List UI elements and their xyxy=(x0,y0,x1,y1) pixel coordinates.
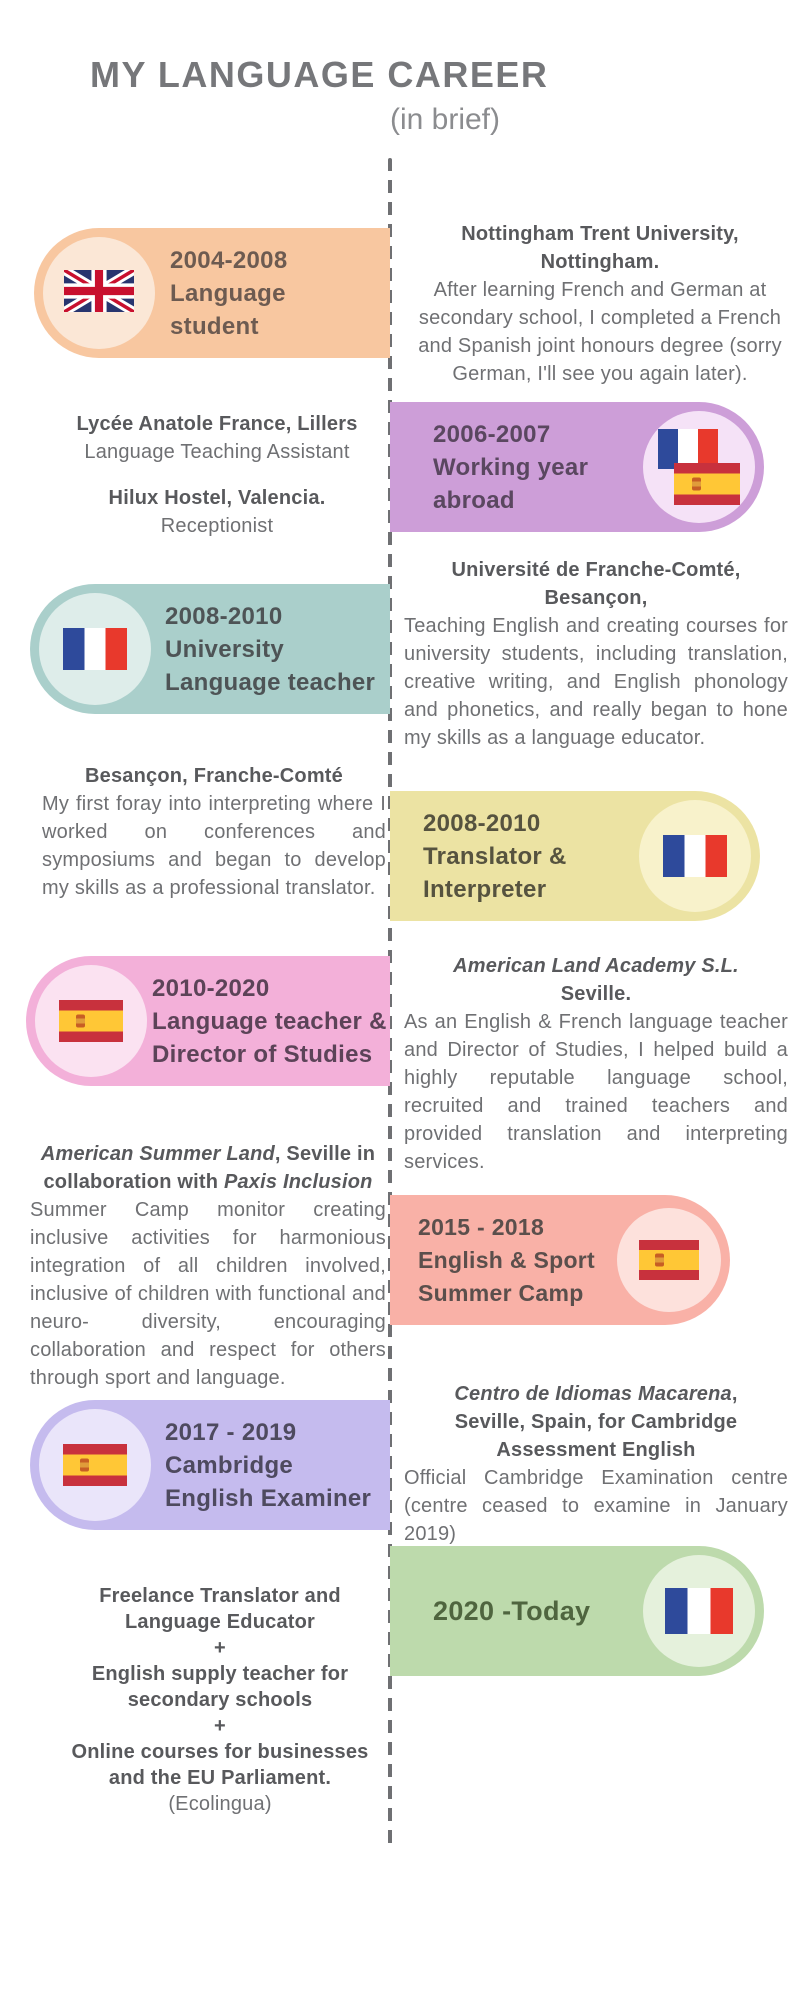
note-body: Official Cambridge Examination centre (centre ceased to examine in January 2019) xyxy=(404,1467,788,1545)
note-org-name: Nottingham Trent University, Nottingham. xyxy=(461,223,739,273)
timeline-note xyxy=(42,762,386,902)
timeline-card-2017-2019 xyxy=(30,1400,390,1530)
card-dates: 2006-2007 xyxy=(433,420,551,448)
timeline-card-2008-2010-translator xyxy=(390,791,760,921)
spain-crest-icon xyxy=(76,1015,85,1028)
note-org-detail: , Seville, Spain, for Cambridge Assessment English xyxy=(454,1383,738,1461)
timeline-card-2015-2018 xyxy=(390,1195,730,1325)
card-text xyxy=(418,1195,595,1325)
card-dates: 2020 -Today xyxy=(433,1595,591,1626)
timeline-card-2020-today xyxy=(390,1546,764,1676)
card-badge-circle xyxy=(39,593,151,705)
plus-separator: + xyxy=(214,1637,226,1659)
card-dates: 2017 - 2019 xyxy=(165,1418,297,1446)
spain-flag-icon xyxy=(59,1000,123,1042)
spain-flag-icon xyxy=(63,1444,127,1486)
card-role-line: Working year xyxy=(433,453,589,481)
card-badge-circle xyxy=(35,965,147,1077)
timeline-card-2006-2007 xyxy=(390,402,764,532)
timeline-note xyxy=(48,410,386,540)
timeline-card-2010-2020 xyxy=(26,956,390,1086)
timeline-note xyxy=(54,1583,386,1817)
card-role-line: Summer Camp xyxy=(418,1279,584,1306)
note-org-name: Besançon, Franche-Comté xyxy=(85,765,343,787)
timeline-note xyxy=(404,556,788,752)
note-role-text: Freelance Translator and Language Educator xyxy=(99,1585,341,1633)
card-dates: 2008-2010 xyxy=(165,602,283,630)
timeline-note xyxy=(408,220,792,388)
timeline-note xyxy=(30,1140,386,1392)
note-body: Teaching English and creating courses for university students, including translation, creative writing, and English phonology and phonetics, and really began to hone my skills as a language educator. xyxy=(404,615,788,749)
note-heading xyxy=(404,556,788,612)
note-org-name: Lycée Anatole France, Lillers xyxy=(76,413,358,435)
page-title: MY LANGUAGE CAREER xyxy=(90,54,549,95)
note-org-city: Seville. xyxy=(560,983,632,1005)
note-body: Summer Camp monitor creating inclusive activities for harmonious integration of all children involved, inclusive of children with functional and neuro- diversity, encouraging collaboration and respect for others through sport and language. xyxy=(30,1199,386,1389)
note-body: My first foray into interpreting where I worked on conferences and symposiums and began to develop my skills as a professional translator. xyxy=(42,793,386,899)
note-role-text: Online courses for businesses and the EU Parliament. xyxy=(71,1741,369,1789)
card-text xyxy=(433,402,588,532)
card-text xyxy=(423,791,567,921)
card-dates: 2010-2020 xyxy=(152,974,270,1002)
card-role-line: Interpreter xyxy=(423,875,547,903)
timeline-note xyxy=(404,952,788,1176)
card-role-line: Language teacher & xyxy=(152,1007,387,1035)
card-dates: 2015 - 2018 xyxy=(418,1213,545,1240)
card-badge-circle xyxy=(39,1409,151,1521)
card-badge-circle xyxy=(43,237,155,349)
card-dates: 2008-2010 xyxy=(423,809,541,837)
card-text xyxy=(165,584,375,714)
note-role-text: English supply teacher for secondary schools xyxy=(91,1663,349,1711)
plus-separator: + xyxy=(214,1715,226,1737)
note-heading xyxy=(408,220,792,276)
note-org-name: Hilux Hostel, Valencia. xyxy=(108,487,326,509)
card-role-line: Translator & xyxy=(423,842,567,870)
card-role-line: University xyxy=(165,635,285,663)
card-text xyxy=(170,228,287,358)
spain-flag-icon xyxy=(639,1240,699,1280)
note-heading xyxy=(30,1140,386,1196)
note-org-detail: , Seville in collaboration with xyxy=(43,1143,376,1193)
card-role-line: Director of Studies xyxy=(152,1040,373,1068)
spain-flag-icon xyxy=(674,463,740,505)
card-text xyxy=(433,1546,590,1676)
note-partner-name: Paxis Inclusion xyxy=(223,1171,373,1193)
france-flag-icon xyxy=(665,1588,733,1634)
timeline-note xyxy=(404,1380,788,1548)
timeline-card-2008-2010-university xyxy=(30,584,390,714)
note-org-name: Centro de Idiomas Macarena xyxy=(454,1383,732,1405)
note-company-name: (Ecolingua) xyxy=(168,1793,272,1815)
note-entry xyxy=(48,410,386,466)
uk-flag-icon xyxy=(64,270,134,317)
france-spain-flags-icon xyxy=(658,429,740,505)
france-flag-icon xyxy=(63,628,127,670)
note-body: As an English & French language teacher and Director of Studies, I helped build a highly reputable language school, recruited and trained teachers and provided translation and interpreting services. xyxy=(404,1011,788,1173)
timeline-card-2004-2008 xyxy=(34,228,390,358)
note-role-text: Language Teaching Assistant xyxy=(84,441,350,463)
note-org-name: American Land Academy S.L. xyxy=(453,955,739,977)
note-body: After learning French and German at secondary school, I completed a French and Spanish joint honours degree (sorry German, I'll see you again later). xyxy=(418,279,782,385)
note-entry xyxy=(48,484,386,540)
card-role-line: student xyxy=(170,312,259,340)
card-role-line: abroad xyxy=(433,486,515,514)
card-badge-circle xyxy=(643,411,755,523)
note-org-name: American Summer Land xyxy=(40,1143,275,1165)
note-heading xyxy=(42,762,386,790)
card-dates: 2004-2008 xyxy=(170,246,288,274)
page-subtitle: (in brief) xyxy=(389,103,500,136)
note-heading xyxy=(431,952,761,1008)
card-role-line: Language teacher xyxy=(165,668,376,696)
note-heading xyxy=(426,1380,766,1464)
card-role-line: Cambridge xyxy=(165,1451,294,1479)
card-text xyxy=(165,1400,371,1530)
card-role-line: English Examiner xyxy=(165,1484,372,1512)
spain-crest-icon xyxy=(655,1254,664,1267)
note-role-text: Receptionist xyxy=(160,515,274,537)
card-role-line: Language xyxy=(170,279,286,307)
france-flag-icon xyxy=(663,835,727,877)
card-badge-circle xyxy=(639,800,751,912)
card-role-line: English & Sport xyxy=(418,1246,595,1273)
card-badge-circle xyxy=(643,1555,755,1667)
card-badge-circle xyxy=(617,1208,721,1312)
spain-crest-icon xyxy=(80,1459,89,1472)
card-text xyxy=(152,956,387,1086)
spain-crest-icon xyxy=(692,478,701,491)
note-org-name: Université de Franche-Comté, Besançon, xyxy=(451,559,741,609)
